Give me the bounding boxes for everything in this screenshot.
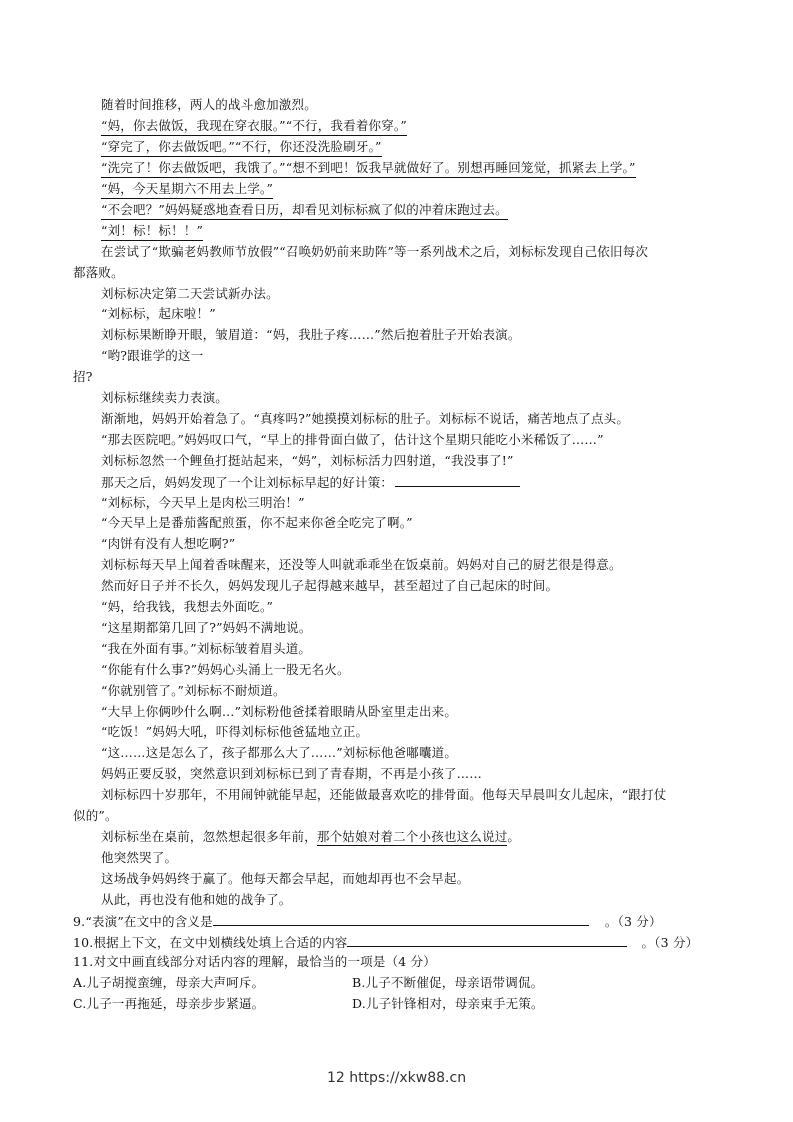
q10-answer-field[interactable]	[347, 934, 627, 947]
underlined-dialogue-line: “刘！标！标！！”	[101, 223, 203, 241]
paragraph-line: 刘标标决定第二天尝试新办法。	[101, 286, 279, 301]
option-b[interactable]: B.儿子不断催促，母亲语带调侃。	[352, 975, 544, 990]
paragraph-line: “刘标标，起床啦！”	[101, 306, 216, 321]
paragraph-line: “妈，给我钱，我想去外面吃。”	[101, 599, 274, 614]
paragraph-line: 妈妈正要反驳，突然意识到刘标标已到了青春期，不再是小孩了……	[101, 766, 483, 781]
paragraph-text: 那天之后，妈妈发现了一个让刘标标早起的好计策：	[101, 475, 394, 490]
paragraph-text: 刘标标坐在桌前，忽然想起很多年前，	[101, 829, 317, 844]
question-11-stem: 11.对文中画直线部分对话内容的理解，最恰当的一项是（4 分）	[73, 954, 437, 969]
paragraph-line: 刘标标每天早上闻着香味醒来，还没等人叫就乖乖坐在饭桌前。妈妈对自己的厨艺很是得意。	[101, 557, 622, 572]
underlined-dialogue-line: “妈，今天星期六不用去上学。”	[101, 181, 273, 199]
paragraph-line: “那去医院吧。”妈妈叹口气，“早上的排骨面白做了，估计这个星期只能吃小米稀饭了……”	[101, 432, 604, 447]
question-10	[73, 934, 698, 951]
paragraph-line: 刘标标果断睁开眼，皱眉道：“妈，我肚子疼……”然后抱着肚子开始表演。	[101, 327, 521, 342]
paragraph-line: 招?	[73, 369, 93, 384]
option-c[interactable]: C.儿子一再拖延，母亲步步紧逼。	[73, 996, 265, 1011]
question-text: 9.“表演”在文中的含义是	[73, 914, 213, 929]
question-text: 10.根据上下文，在文中划横线处填上合适的内容	[73, 935, 348, 950]
paragraph-line: “大早上你俩吵什么啊…”刘标粉他爸揉着眼睛从卧室里走出来。	[101, 704, 458, 719]
paragraph-line	[101, 829, 520, 845]
paragraph-line: 刘标标忽然一个鲤鱼打挺站起来，“妈”，刘标标活力四射道，“我没事了!”	[101, 453, 514, 468]
option-d[interactable]: D.儿子针锋相对，母亲束手无策。	[352, 996, 544, 1011]
paragraph-line: “哟?跟谁学的这一	[101, 348, 204, 363]
paragraph-line: 从此，再也没有他和她的战争了。	[101, 892, 292, 907]
underlined-dialogue-line: “不会吧？”妈妈疑惑地查看日历，却看见刘标标疯了似的冲着床跑过去。	[101, 202, 508, 220]
paragraph-line: “你能有什么事?”妈妈心头涌上一股无名火。	[101, 662, 350, 677]
page-footer: 12 https://xkw88.cn	[326, 1070, 467, 1086]
paragraph-line: 他突然哭了。	[101, 850, 178, 865]
paragraph-line: “肉饼有没有人想吃啊?”	[101, 536, 236, 551]
paragraph-line: “刘标标，今天早上是肉松三明治！”	[101, 495, 305, 510]
paragraph-text: 。	[507, 829, 521, 844]
underlined-phrase: 那个姑娘对着二个小孩也这么说过	[316, 829, 508, 844]
option-a[interactable]: A.儿子胡搅蛮缠，母亲大声呵斥。	[73, 975, 265, 990]
paragraph-line: “这……这是怎么了，孩子都那么大了……”刘标标他爸嘟囔道。	[101, 745, 458, 760]
paragraph-line: 渐渐地，妈妈开始着急了。“真疼吗?”她摸摸刘标标的肚子。刘标标不说话，痛苦地点了点头。	[101, 411, 630, 426]
q10-answer-blank[interactable]	[395, 474, 520, 487]
q9-answer-blank[interactable]	[213, 913, 589, 926]
paragraph-line: 刘标标继续卖力表演。	[101, 390, 229, 405]
paragraph-line: 都落败。	[73, 265, 124, 280]
paragraph-line: “今天早上是番茄酱配煎蛋，你不起来你爸全吃完了啊。”	[101, 515, 413, 530]
paragraph-line: “我在外面有事。”刘标标皱着眉头道。	[101, 641, 312, 656]
paragraph-line: 然而好日子并不长久，妈妈发现儿子起得越来越早，甚至超过了自己起床的时间。	[101, 578, 559, 593]
paragraph-line: “这星期都第几回了?”妈妈不满地说。	[101, 620, 312, 635]
question-score: 。（3 分）	[604, 914, 662, 929]
paragraph-line: “你就别管了。”刘标标不耐烦道。	[101, 683, 286, 698]
paragraph-line: 刘标标四十岁那年，不用闹钟就能早起，还能做最喜欢吃的排骨面。他每天早晨叫女儿起床，“跟打仗	[101, 787, 667, 802]
underlined-dialogue-line: “穿完了，你去做饭吧。”“不行，你还没洗脸刷牙。”	[101, 139, 382, 157]
underlined-dialogue-line: “洗完了！你去做饭吧，我饿了。”“想不到吧！饭我早就做好了。别想再睡回笼觉，抓紧去上学。”	[101, 160, 636, 178]
paragraph-line	[101, 474, 520, 491]
paragraph-line: 这场战争妈妈终于赢了。他每天都会早起，而她却再也不会早起。	[101, 871, 470, 886]
paragraph-line: 在尝试了“欺骗老妈教师节放假”“召唤奶奶前来助阵”等一系列战术之后，刘标标发现自己依旧每次	[101, 244, 649, 259]
underlined-dialogue-line: “妈，你去做饭，我现在穿衣服。”“不行，我看着你穿。”	[101, 118, 407, 136]
paragraph-line: 随着时间推移，两人的战斗愈加激烈。	[101, 97, 317, 112]
question-score: 。（3 分）	[641, 935, 699, 950]
question-9	[73, 913, 662, 930]
paragraph-line: “吃饭！”妈妈大吼，吓得刘标标他爸猛地立正。	[101, 724, 369, 739]
paragraph-line: 似的”。	[73, 808, 118, 823]
